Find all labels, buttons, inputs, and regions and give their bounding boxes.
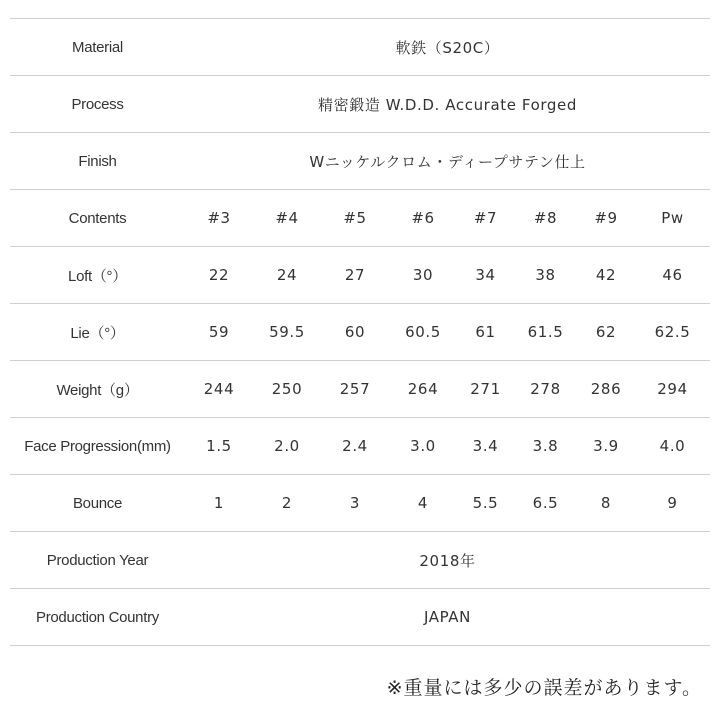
weight-cell: 244 <box>185 361 253 418</box>
process-value: 精密鍛造 W.D.D. Accurate Forged <box>185 76 710 133</box>
row-lie <box>10 304 710 361</box>
bounce-cell: 6.5 <box>514 475 577 532</box>
row-production-country <box>10 589 710 646</box>
contents-cell: #6 <box>389 190 457 247</box>
weight-cell: 264 <box>389 361 457 418</box>
face-progression-label: Face Progression(mm) <box>10 418 185 475</box>
lie-cell: 61 <box>457 304 514 361</box>
lie-cell: 60.5 <box>389 304 457 361</box>
loft-cell: 46 <box>635 247 710 304</box>
row-weight <box>10 361 710 418</box>
contents-cell: #9 <box>577 190 635 247</box>
lie-cell: 62 <box>577 304 635 361</box>
bounce-cell: 2 <box>253 475 321 532</box>
face-progression-cell: 1.5 <box>185 418 253 475</box>
lie-cell: 62.5 <box>635 304 710 361</box>
row-process <box>10 76 710 133</box>
loft-cell: 22 <box>185 247 253 304</box>
loft-cell: 42 <box>577 247 635 304</box>
bounce-label: Bounce <box>10 475 185 532</box>
material-label: Material <box>10 19 185 76</box>
face-progression-cell: 3.8 <box>514 418 577 475</box>
face-progression-cell: 3.9 <box>577 418 635 475</box>
row-finish <box>10 133 710 190</box>
row-bounce <box>10 475 710 532</box>
bounce-cell: 4 <box>389 475 457 532</box>
row-loft <box>10 247 710 304</box>
lie-cell: 59 <box>185 304 253 361</box>
row-production-year <box>10 532 710 589</box>
loft-cell: 24 <box>253 247 321 304</box>
lie-label: Lie（°） <box>10 304 185 361</box>
weight-tolerance-note: ※重量には多少の誤差があります。 <box>386 677 702 699</box>
weight-cell: 278 <box>514 361 577 418</box>
face-progression-cell: 2.0 <box>253 418 321 475</box>
finish-label: Finish <box>10 133 185 190</box>
lie-cell: 59.5 <box>253 304 321 361</box>
contents-label: Contents <box>10 190 185 247</box>
weight-cell: 294 <box>635 361 710 418</box>
bounce-cell: 5.5 <box>457 475 514 532</box>
contents-cell: #3 <box>185 190 253 247</box>
weight-cell: 250 <box>253 361 321 418</box>
weight-cell: 286 <box>577 361 635 418</box>
bounce-cell: 9 <box>635 475 710 532</box>
loft-cell: 27 <box>321 247 389 304</box>
contents-cell: #5 <box>321 190 389 247</box>
row-contents <box>10 190 710 247</box>
weight-cell: 271 <box>457 361 514 418</box>
bounce-cell: 1 <box>185 475 253 532</box>
weight-label: Weight（g） <box>10 361 185 418</box>
production-year-label: Production Year <box>10 532 185 589</box>
finish-value: Wニッケルクロム・ディープサテン仕上 <box>185 133 710 190</box>
weight-cell: 257 <box>321 361 389 418</box>
production-country-value: JAPAN <box>185 589 710 646</box>
face-progression-cell: 2.4 <box>321 418 389 475</box>
production-year-value: 2018年 <box>185 532 710 589</box>
loft-label: Loft（°） <box>10 247 185 304</box>
row-material <box>10 19 710 76</box>
lie-cell: 60 <box>321 304 389 361</box>
face-progression-cell: 3.0 <box>389 418 457 475</box>
loft-cell: 30 <box>389 247 457 304</box>
row-face-progression <box>10 418 710 475</box>
lie-cell: 61.5 <box>514 304 577 361</box>
loft-cell: 38 <box>514 247 577 304</box>
contents-cell: #7 <box>457 190 514 247</box>
bounce-cell: 3 <box>321 475 389 532</box>
material-value: 軟鉄（S20C） <box>185 19 710 76</box>
face-progression-cell: 3.4 <box>457 418 514 475</box>
production-country-label: Production Country <box>10 589 185 646</box>
spec-table <box>10 18 710 646</box>
contents-cell: Pw <box>635 190 710 247</box>
loft-cell: 34 <box>457 247 514 304</box>
process-label: Process <box>10 76 185 133</box>
contents-cell: #4 <box>253 190 321 247</box>
contents-cell: #8 <box>514 190 577 247</box>
bounce-cell: 8 <box>577 475 635 532</box>
face-progression-cell: 4.0 <box>635 418 710 475</box>
